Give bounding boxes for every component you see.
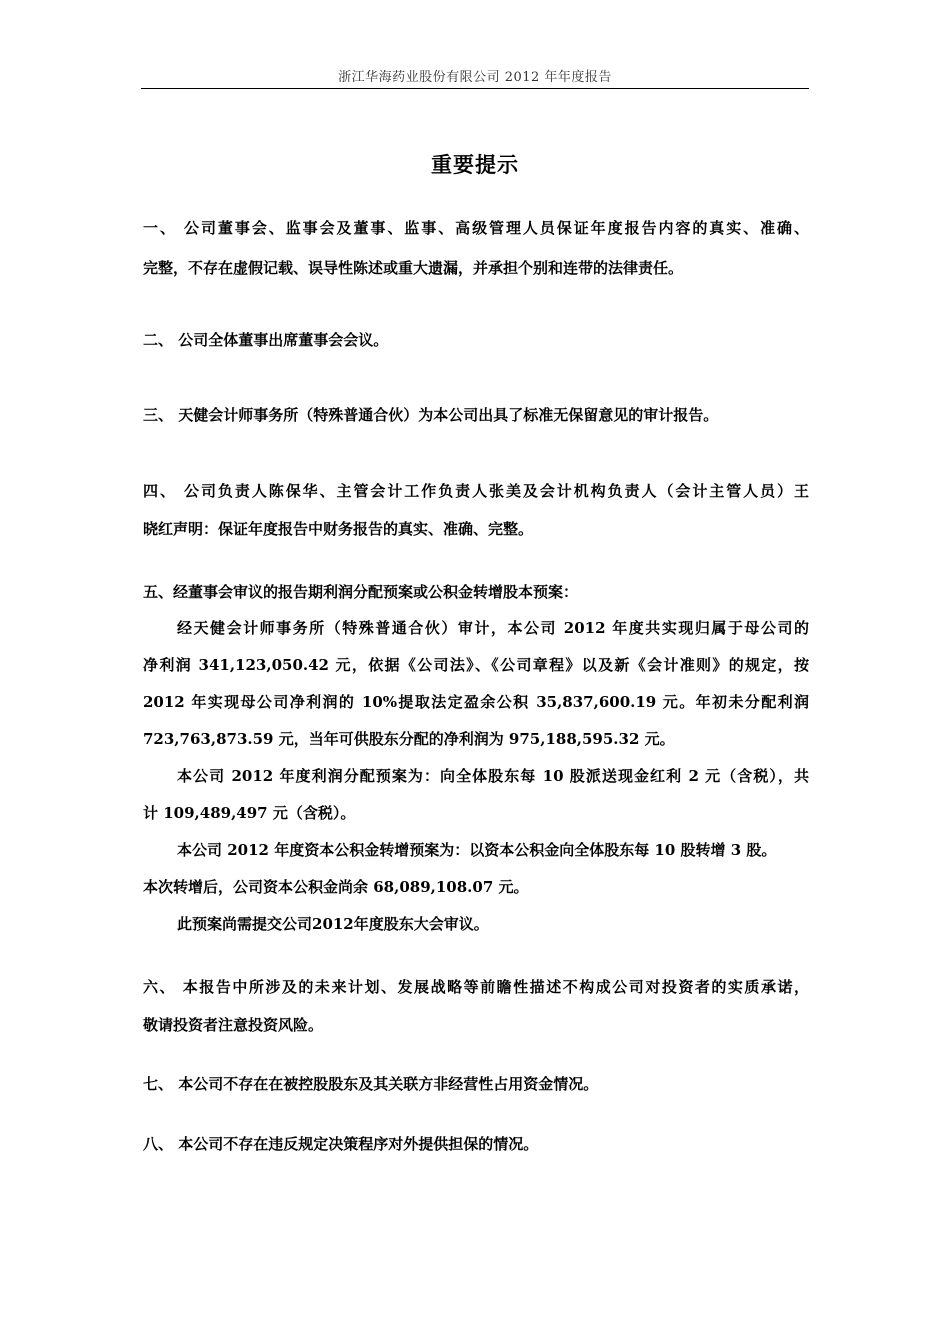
item-5-para-4: 此预案尚需提交公司2012年度股东大会审议。 — [177, 915, 489, 933]
item-4-line-1: 四、 公司负责人陈保华、主管会计工作负责人张美及会计机构负责人（会计主管人员）王 — [143, 482, 809, 500]
item-5-para-1-line-4: 723,763,873.59 元，当年可供股东分配的净利润为 975,188,595.32 元。 — [143, 730, 675, 748]
item-5-para-1-line-2: 净利润 341,123,050.42 元，依据《公司法》、《公司章程》以及新《会计准则》的规定，按 — [143, 656, 809, 674]
item-5-para-3-line-2: 本次转增后，公司资本公积金尚余 68,089,108.07 元。 — [143, 878, 529, 896]
item-7: 七、 本公司不存在在被控股股东及其关联方非经营性占用资金情况。 — [143, 1075, 599, 1093]
page-title: 重要提示 — [431, 152, 519, 177]
item-5-para-1-line-3: 2012 年实现母公司净利润的 10%提取法定盈余公积 35,837,600.19 元。年初未分配利润 — [143, 693, 809, 711]
item-1-line-2: 完整，不存在虚假记载、误导性陈述或重大遗漏，并承担个别和连带的法律责任。 — [143, 259, 684, 277]
item-6-line-1: 六、 本报告中所涉及的未来计划、发展战略等前瞻性描述不构成公司对投资者的实质承诺， — [143, 978, 809, 996]
header-divider — [141, 88, 809, 89]
item-3: 三、 天健会计师事务所（特殊普通合伙）为本公司出具了标准无保留意见的审计报告。 — [143, 406, 719, 424]
item-6-line-2: 敬请投资者注意投资风险。 — [143, 1016, 324, 1034]
item-8: 八、 本公司不存在违反规定决策程序对外提供担保的情况。 — [143, 1135, 539, 1153]
page-header: 浙江华海药业股份有限公司 2012 年年度报告 — [338, 70, 612, 85]
item-5-heading: 五、经董事会审议的报告期利润分配预案或公积金转增股本预案： — [143, 583, 579, 601]
item-5-para-2-line-2: 计 109,489,497 元（含税）。 — [143, 804, 356, 822]
item-1-line-1: 一、 公司董事会、监事会及董事、监事、高级管理人员保证年度报告内容的真实、准确、 — [143, 219, 809, 237]
item-5-para-2-line-1: 本公司 2012 年度利润分配预案为：向全体股东每 10 股派送现金红利 2 元（含税），共 — [177, 767, 809, 785]
item-4-line-2: 晓红声明：保证年度报告中财务报告的真实、准确、完整。 — [143, 520, 534, 538]
item-2: 二、 公司全体董事出席董事会会议。 — [143, 331, 389, 349]
item-5-para-3-line-1: 本公司 2012 年度资本公积金转增预案为：以资本公积金向全体股东每 10 股转增 3 股。 — [177, 841, 777, 859]
item-5-para-1-line-1: 经天健会计师事务所（特殊普通合伙）审计，本公司 2012 年度共实现归属于母公司的 — [177, 619, 809, 637]
